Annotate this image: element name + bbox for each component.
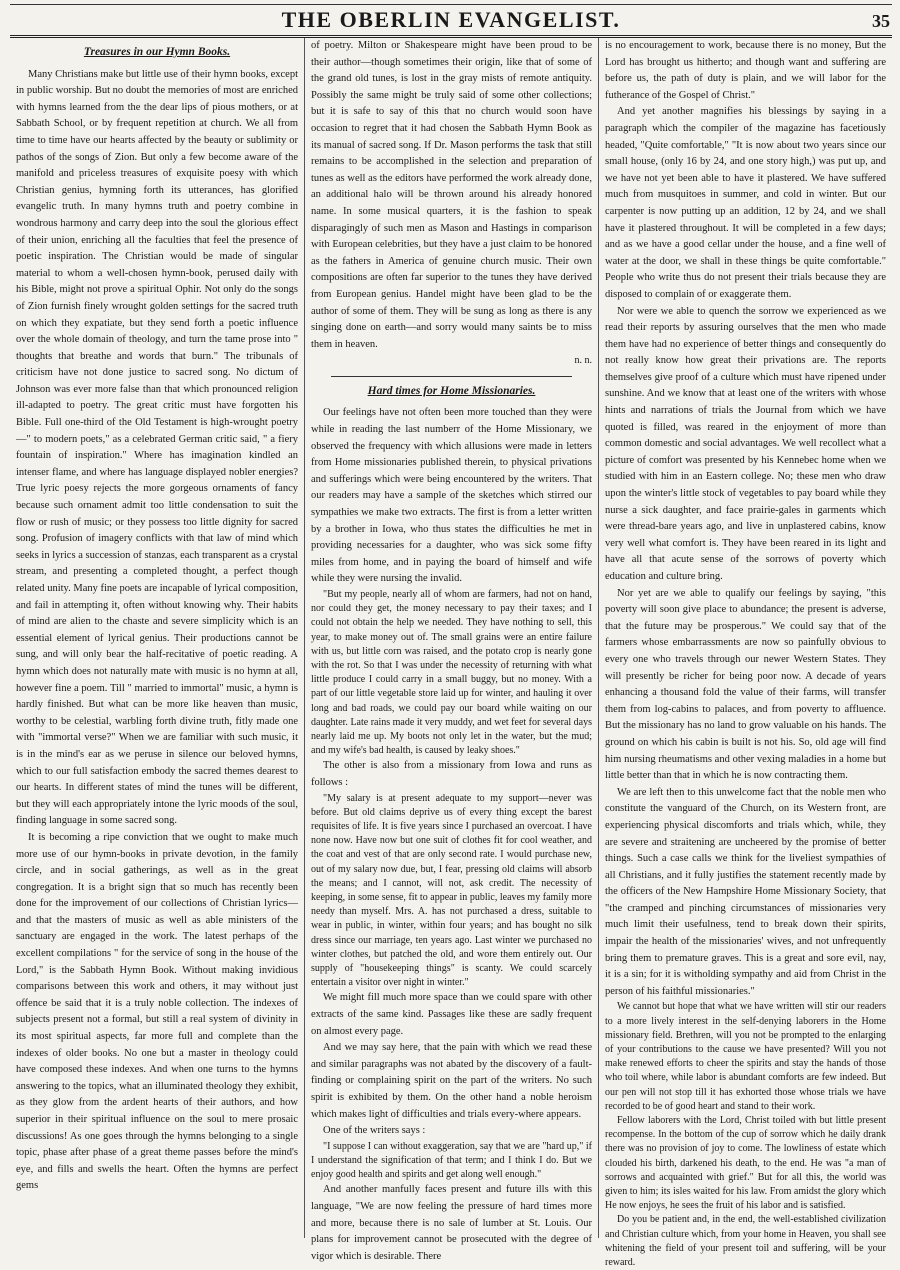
article-paragraph: We cannot but hope that what we have written will stir our readers to a more lively interest in the self-denying laborers in the Home missionary field. Brethren, will you not be prompted to the enlarging of your contributions to the cause we have presented? Will you not make renewed efforts to cheer the spirits and stay the hands of those who toil where, while labor is abundant comforts are few indeed. But our pen will not stop till it has exhorted those whose trials we have recorded to be of good heart and stand to their work. — [605, 1001, 886, 1112]
article-paragraph: And yet another magnifies his blessings by saying in a paragraph which the compiler of the magazine has facetiously headed, "Quite comfortable," "It is now about two years since our small house, (only 16 by 24, and one story high,) was put up, and we have not yet been able to have it plastered. We have suffered much from musquitoes in summer, and cold in winter. But our carpenter is now putting up an addition, 12 by 24, and we shall have it plastered throughout. It will be completed in a few days; and as we have a good cellar under the house, and a fine well of water at the door, we shall in these things be quite comfortable." People who write thus do not present their trials because they are disposed to complain of or exaggerate them. — [605, 106, 886, 300]
article-paragraph: Nor yet are we able to qualify our feelings by saying, "this poverty will soon give place to abundance; the present is adverse, that the future may be prosperous." We could say that of the farmers whose embarrassments are now so painfully obvious to every one who travels through our newer Western States. They will presently be richer for being poor now. A decade of years enhancing a thousand fold the value of their farms, will transfer them from log-cabins to palaces, and from poverty to affluence. But the missionary has no land to grow valuable on his hands. The ground on which his cabin is built is not his. So, old age will find him nursing rheumatisms and other vexing maladies in a home but little better than that in which he is now contracting them. — [605, 587, 886, 782]
article-paragraph: We are left then to this unwelcome fact that the noble men who constitute the vanguard of the Church, on its Western front, are experiencing physical discomforts and trials which, while, they are severe and straitening are uncheered by the promise of better things. Such a case calls we think for the liveliest sympathies of all Christians, and it fully justifies the statement recently made by the officers of the New Hampshire Home Missionary Society, that "the cramped and pinching circumstances of missionaries very much limit their usefulness, tend to break down their spirits, impair the health of the missionaries' wives, and not unfrequently bring them to premature graves. This is a great and sore evil, nay, it is a sin; for it is witholding sympathy and aid from Christ in the person of his faithful missionaries." — [605, 786, 886, 997]
column-3 — [598, 38, 892, 1269]
article-paragraph: is no encouragement to work, because there is no money, But the Lord has brought us hitherto; and though want and suffering are before us, the path of duty is plain, and we will labor for the futherance of the Gospel of Christ." — [605, 40, 886, 101]
block-quote: "But my people, nearly all of whom are farmers, had not on hand, nor could they get, the money necessary to pay their taxes; and I could not obtain the help we needed. They have nothing to sell, this year, to make money out of. The small grains were an entire failure with us, but little corn was raised, and the potato crop is nearly gone with the rot. So that I was under the necessity of returning with what little produce I could carry in a small buggy, but no money. With a part of our little vegetable store laid up for winter, and hauling it over long and bad roads, we could pay our board while waiting on our daughter. Late rains made it very muddy, and wet feet for several days nearly laid me up. My boots not only let in the water, but the mud; and my wife's bad health, is caused by leaky shoes." — [311, 589, 592, 757]
newspaper-title: THE OBERLIN EVANGELIST. — [281, 7, 621, 32]
article-paragraph: It is becoming a ripe conviction that we ought to make much more use of our hymn-books in private devotion, in the family circle, and in social gatherings, as well as in the great congregation. It is a bright sign that so much has recently been done for the improvement of our collections of Christian lyrics—and that the masters of music as well as able ministers of the sanctuary are engaged in the work. The latest perhaps of the excellent compilations " for the service of song in the house of the Lord," is the Sabbath Hymn Book. Without making invidious comparisons between this work and others, it may without just offence be said that it is a truly noble collection. The indexes of subjects present not a formal, but still a real system of divinity in its most spiritual aspects, far more full and complete than the indexes of older books. No one but a master in theology could have composed these indexes. And when one turns to the hymns answering to the topics, what an illuminated theology they exhibit, as they glow from the ardent hearts of their authors, and how superior in their spiritual influence on the soul to mere prosaic discussions! As one goes through the hymns belonging to a single topic, phase after phase of a great theme passes before the mind's eye, and fills and swells the heart. Often the hymns are perfect gems — [16, 831, 298, 1192]
article-paragraph: The other is also from a missionary from Iowa and runs as follows : — [311, 760, 592, 789]
article-heading-hymn-books: Treasures in our Hymn Books. — [83, 46, 231, 58]
article-paragraph: We might fill much more space than we could spare with other extracts of the same kind. Passages like these are sadly frequent on almost every page. — [311, 992, 592, 1037]
block-quote: "I suppose I can without exaggeration, say that we are "hard up," if I understand the signification of that term; and I think I do. But we enjoy good health and spirits and get along well enough." — [311, 1140, 592, 1181]
article-columns — [10, 38, 892, 1269]
column-2 — [304, 38, 598, 1262]
block-quote: "My salary is at present adequate to my support—never was before. But old claims deprive us of every thing except the barest requisites of life. It is five years since I purchased an overcoat. I have none now. Have now but one suit of clothes fit for cool weather, and the coat and vest of that are only second rate. I would purchase new, out of my salary now due, but, I fear, pressing old claims will absorb the means; and I cannot, will not, ask credit. The necessity of keeping, in some sense, fit to appear in public, leaves my family more needy than myself. Mrs. A. has not purchased a dress, suitable to wear in public, in winter, within four years; and has bought no silk dress since our marriage, ten years ago. Last winter we purchased no winter clothes, but patched the old, and wore them entirely out. Our supply of "housekeeping things" is scanty. We could scarcely entertain a visitor over night in winter." — [311, 792, 592, 989]
article-paragraph: One of the writers says : — [323, 1125, 426, 1137]
article-paragraph: Do you be patient and, in the end, the well-established civilization and Christian culture which, from your home in Heaven, you shall see whitening the field of your present toil and suffering, will be your reward. — [605, 1214, 886, 1269]
article-paragraph: And we may say here, that the pain with which we read these and similar paragraphs was not abated by the discovery of a fault-finding or complaining spirit on the part of the writers. No such spirit is exhibited by them. On the other hand a noble heroism which makes light of difficulties and trials every-where appears. — [311, 1042, 592, 1120]
article-paragraph: Our feelings have not often been more touched than they were while in reading the last numberr of the Home Missionary, we observed the frequency with which allusions were made in letters from Home missionaries published therein, to physical privations and sufferings which were being encountered by the writers. That our readers may have a sample of the sketches which stirred our sympathies we make two extracts. The first is from a letter written by a brother in Iowa, who thus states the difficulties he met in providing necessaries for a daughter, who was sick some fifty miles from home, and in paying the board of himself and wife while they were nursing the invalid. — [311, 407, 592, 585]
column-1 — [10, 38, 304, 1238]
author-signature: n. n. — [574, 355, 592, 367]
article-paragraph: Fellow laborers with the Lord, Christ toiled with but little present recompense. In the bottom of the cup of sorrow which he daily drank there was no provision of joy to come. The lowliness of estate which clouded his birth, darkened his death, to the end. He was "a man of sorrows and acquainted with grief." But for all this, the world was given to him; its isles waited for his law. From amidst the glory which He now enjoys, he sees the fruit of his labor and is satisfied. — [605, 1115, 886, 1212]
article-paragraph: And another manfully faces present and future ills with this language, "We are now feeling the pressure of hard times more and more, because there is no sale of lumber at St. Louis. Our plans for improvement cannot be prosecuted with the degree of vigor which is desirable. There — [311, 1184, 592, 1262]
masthead — [10, 5, 892, 38]
page-number: 35 — [872, 11, 890, 31]
article-heading-home-missionaries: Hard times for Home Missionaries. — [367, 384, 536, 397]
article-paragraph: Many Christians make but little use of their hymn books, except in public worship. But no doubt the memories of most are enriched with hymns learned from the the dear lips of pious mothers, or at Sabbath School, or by frequent repetition at church. We all from time to time have our hearts affected by the beauty or sublimity or pathos of the songs of Zion. But only a few become aware of the manifold and priceless treasures of exquisite poesy with which Christian genius, hymning forth its utterances, has glorified evangelic truth. In many hymns truth and poetry combine in wondrous harmony and carry deep into the soul the glorious effect of their union, enriching all the faculties that feel the presence of poetic inspiration. The Christian would be made of singular material to whom a well-chosen hymn-book, perused daily with his Bible, might not prove a spiritual Ophir. Not only do the songs of Zion furnish finely wrought golden settings for the sacred truth on which they expatiate, but they send forth a poetic influence over the whole domain of theology, and turn the tame prose into " thoughts that breathe and words that burn." The tribunals of criticism have not done justice to sacred song. No dictum of Johnson was ever more false than that which pronounced religion ill-adapted to poetry. The great critic must have forgotten his Bible. Full one-third of the Old Testament is high-wrought poetry—" to modern poets," as a celebrated German critic said, " a fiery fountain of inspiration." Where has imagination kindled an intenser flame, and where has language displayed nobler energies? True lyric poesy rejects the more gorgeous ornaments of fancy because such ornament admit too little condensation to suit the flow or rush of music; or they possess too little dignity for sacred song. Profusion of imagery conflicts with that law of mind which seeks in lyrics a succession of stanzas, each transparent as a crystal stream, and presenting a completed thought, a perfect though related unity. Many fine poets are incapable of lyrical composition, and fail in attempting it, often without knowing why. Their habits of mind are alien to the chaste and severe simplicity which is an essential element of lyrical genius. Their productions cannot be sung, and will only bear the half-recitative of poetic reading. A hymn which does not naturally mate with music is no hymn at all, however fine a poem. Till " married to immortal" music, a hymn is hardly finished. But what can be more like heaven than music, worthy to be celestial, warbling forth divine truth, fitly made one with "immortal verse?" When we are familiar with such music, it is in the mind's ear as we peruse in silence our beloved hymns, which to our full satisfaction embody the sacred themes dearest to our hearts. In different states of mind the tunes will be different, but they will each appropriately intone the lyric moods of the soul, finding language in some sacred song. — [16, 68, 298, 827]
article-paragraph: of poetry. Milton or Shakespeare might have been proud to be their author—though sometimes their origin, like that of some of the grand old tunes, is lost in the gray mists of remote antiquity. Possibly the same might be truly said of some other collections; but it is safe to say of this that no church would soon have occasion to regret that it had chosen the Sabbath Hymn Book as its manual of sacred song. If Dr. Mason performs the task that still remains to be accomplished in the selection and preparation of tunes as well as the editors have performed the work already done, an additional halo will be thrown around his already honored name. In some musical quarters, it is the fashion to speak disparagingly of such men as Mason and Hastings in comparison with European celebrities, but they have a just claim to be honored as the fathers in America of genuine church music. Their own compositions are often far superior to the tunes they have derived from European genius. Handel might have been glad to be the author of some of them. They will be sung as long as there is any singing done on earth—and sorry would many saints be to miss them in heaven. — [311, 40, 592, 350]
article-paragraph: Nor were we able to quench the sorrow we experienced as we read their reports by assuring ourselves that the men who made them have had no experience of better things and consequently do not really know how great their privations are. The reports themselves give proof of a culture which must have ripened under sunshine. And we know that at least one of the writers with whose hints and narrations of trials the Journal from which we have quoted is filled, was reared in the enjoyment of more than common domestic and social advantages. We well recollect what a picture of comfort was presented by his Kennebec home when we studied with him in an Eastern college. No; these men who draw upon the winter's little stock of vegetables to pay board while they nurse a sick daughter, and face prairie-gales in garments which were thread-bare years ago, and live in unplastered cabins, know very well what comfort is. They have been reared in its light and have all that acute sense of the sorrows of poverty which education and culture bring. — [605, 305, 886, 582]
section-divider — [331, 376, 572, 377]
